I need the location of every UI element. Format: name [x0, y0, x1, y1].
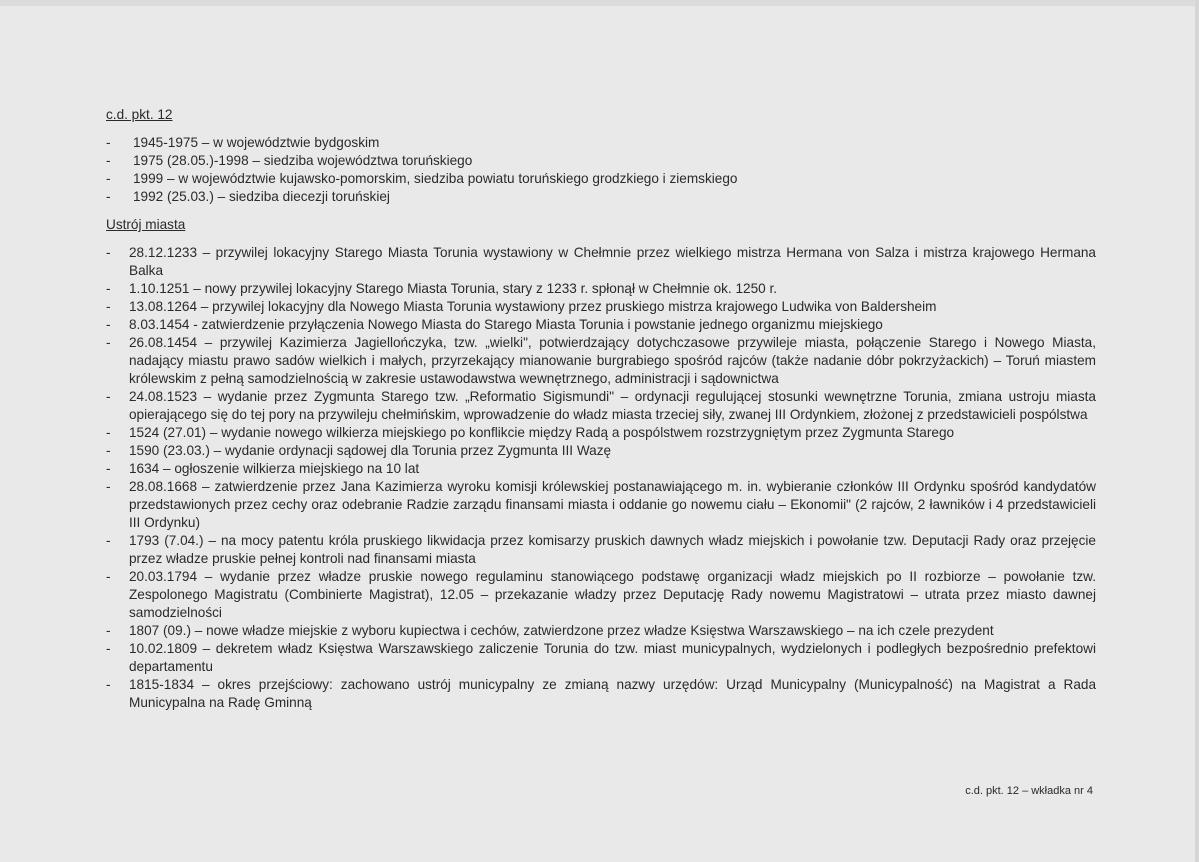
- section-heading-continuation: c.d. pkt. 12: [106, 107, 173, 122]
- list-item: [106, 170, 1096, 188]
- list-item-text: 1992 (25.03.) – siedziba diecezji toruńskiej: [133, 189, 390, 204]
- list-dash: -: [106, 461, 111, 476]
- list-item: [106, 622, 1096, 640]
- list-item-text: 1945-1975 – w województwie bydgoskim: [133, 135, 380, 150]
- scan-edge-right: [1195, 0, 1199, 862]
- list-item: [106, 532, 1096, 568]
- list-item: [106, 334, 1096, 388]
- list-dash: -: [106, 335, 111, 350]
- list-item: [106, 298, 1096, 316]
- list-item: [106, 442, 1096, 460]
- city-system-list: [106, 244, 1096, 712]
- list-dash: -: [106, 623, 111, 638]
- list-dash: -: [106, 317, 111, 332]
- list-item-text: 8.03.1454 - zatwierdzenie przyłączenia Nowego Miasta do Starego Miasta Torunia i powstanie jednego organizmu miejskiego: [129, 317, 883, 332]
- list-item: [106, 280, 1096, 298]
- list-item-text: 1999 – w województwie kujawsko-pomorskim, siedziba powiatu toruńskiego grodzkiego i ziemskiego: [133, 171, 738, 186]
- list-item: [106, 424, 1096, 442]
- page-footer-note: c.d. pkt. 12 – wkładka nr 4: [965, 785, 1093, 797]
- list-item-text: 1.10.1251 – nowy przywilej lokacyjny Starego Miasta Torunia, stary z 1233 r. spłonął w Chełmnie ok. 1250 r.: [129, 281, 778, 296]
- list-dash: -: [106, 479, 111, 494]
- list-item: [106, 640, 1096, 676]
- list-dash: -: [106, 389, 111, 404]
- list-item-text: 20.03.1794 – wydanie przez władze pruskie nowego regulaminu stanowiącego podstawę organizacji władz miejskich po II rozbiorze – powołanie tzw. Zespolonego Magistratu (Combinierte Magistrat), 12.05 – przekazanie władzy przez Deputację Rady nowemu Magistratowi – utrata przez miasto dawnej samodzielności: [129, 569, 1096, 620]
- list-dash: -: [106, 569, 111, 584]
- list-dash: -: [106, 443, 111, 458]
- list-item-text: 1815-1834 – okres przejściowy: zachowano ustrój municypalny ze zmianą nazwy urzędów: Urząd Municypalny (Municypalność) na Magistrat a Rada Municypalna na Radę Gminną: [129, 677, 1096, 710]
- list-item: [106, 188, 1096, 206]
- list-item: [106, 568, 1096, 622]
- list-dash: -: [106, 135, 111, 150]
- list-item: [106, 478, 1096, 532]
- list-item-text: 10.02.1809 – dekretem władz Księstwa Warszawskiego zaliczenie Torunia do tzw. miast municypalnych, wydzielonych i podległych bezpośrednio prefektowi departamentu: [129, 641, 1096, 674]
- list-item-text: 24.08.1523 – wydanie przez Zygmunta Starego tzw. „Reformatio Sigismundi" – ordynacji regulującej stosunki wewnętrzne Torunia, zmiana ustroju miasta opierającego się do tej pory na przywileju chełmińskim, wprowadzenie do władz miasta trzeciej siły, zwanej III Ordynkiem, złożonej z przedstawicieli pospólstwa: [129, 389, 1096, 422]
- list-item: [106, 460, 1096, 478]
- list-item-text: 1524 (27.01) – wydanie nowego wilkierza miejskiego po konflikcie między Radą a pospólstwem rozstrzygniętym przez Zygmunta Starego: [129, 425, 955, 440]
- list-dash: -: [106, 171, 111, 186]
- administrative-history-list: [106, 134, 1096, 206]
- list-dash: -: [106, 189, 111, 204]
- list-item-text: 28.08.1668 – zatwierdzenie przez Jana Kazimierza wyroku komisji królewskiej postanawiającego m. in. wybieranie członków III Ordynku spośród kandydatów przedstawionych przez cechy oraz odebranie Radzie zarządu finansami miasta i oddanie go nowemu ciału – Ekonomii" (2 rajców, 2 ławników i 4 przedstawicieli III Ordynku): [129, 479, 1096, 530]
- list-item: [106, 152, 1096, 170]
- list-item-text: 1975 (28.05.)-1998 – siedziba województwa toruńskiego: [133, 153, 473, 168]
- list-dash: -: [106, 281, 111, 296]
- list-item-text: 1634 – ogłoszenie wilkierza miejskiego na 10 lat: [129, 461, 420, 476]
- list-item-text: 28.12.1233 – przywilej lokacyjny Starego Miasta Torunia wystawiony w Chełmnie przez wielkiego mistrza Hermana von Salza i mistrza krajowego Hermana Balka: [129, 245, 1096, 278]
- list-item: [106, 388, 1096, 424]
- list-dash: -: [106, 245, 111, 260]
- scan-edge-top: [0, 0, 1199, 6]
- list-item-text: 1807 (09.) – nowe władze miejskie z wyboru kupiectwa i cechów, zatwierdzone przez władze Księstwa Warszawskiego – na ich czele prezydent: [129, 623, 994, 638]
- document-content: [106, 106, 1096, 712]
- list-item-text: 13.08.1264 – przywilej lokacyjny dla Nowego Miasta Torunia wystawiony przez pruskiego mistrza krajowego Ludwika von Baldersheim: [129, 299, 937, 314]
- list-dash: -: [106, 641, 111, 656]
- list-dash: -: [106, 425, 111, 440]
- list-item-text: 1793 (7.04.) – na mocy patentu króla pruskiego likwidacja przez komisarzy pruskich dawnych władz miejskich i powołanie tzw. Deputacji Rady oraz przejęcie przez władze pruskie pełnej kontroli nad finansami miasta: [129, 533, 1096, 566]
- list-item: [106, 244, 1096, 280]
- list-item: [106, 676, 1096, 712]
- list-dash: -: [106, 677, 111, 692]
- list-item-text: 1590 (23.03.) – wydanie ordynacji sądowej dla Torunia przez Zygmunta III Wazę: [129, 443, 612, 458]
- list-item: [106, 134, 1096, 152]
- list-dash: -: [106, 533, 111, 548]
- list-item: [106, 316, 1096, 334]
- list-dash: -: [106, 299, 111, 314]
- list-dash: -: [106, 153, 111, 168]
- section-heading-city-system: Ustrój miasta: [106, 217, 186, 232]
- list-item-text: 26.08.1454 – przywilej Kazimierza Jagiellończyka, tzw. „wielki", potwierdzający dotychczasowe przywileje miasta, połączenie Starego i Nowego Miasta, nadający miastu prawo sadów wielkich i małych, przyrzekający mianowanie burgrabiego spośród rajców (także nadanie dóbr pokrzyżackich) – Toruń miastem królewskim z pełną samodzielnością w zakresie ustawodawstwa wewnętrznego, administracji i sądownictwa: [129, 335, 1096, 386]
